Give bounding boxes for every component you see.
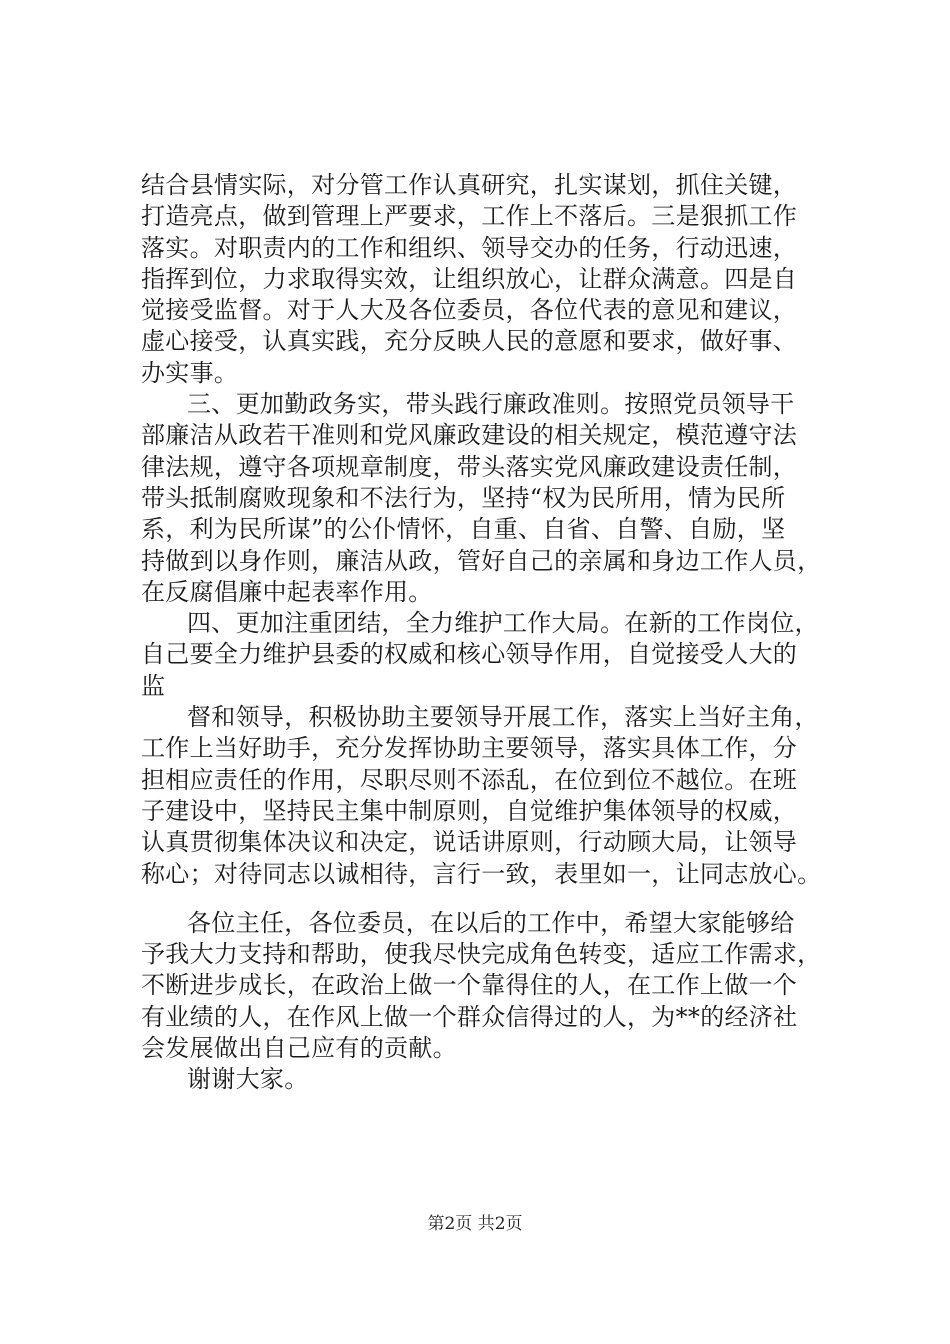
text-line: 予我大力支持和帮助，使我尽快完成角色转变，适应工作需求， xyxy=(141,940,822,969)
text-line: 结合县情实际，对分管工作认真研究，扎实谋划，抓住关键， xyxy=(141,171,798,199)
text-line: 不断进步成长，在政治上做一个靠得住的人，在工作上做一个 xyxy=(141,971,798,1000)
text-line: 打造亮点，做到管理上严要求，工作上不落后。三是狠抓工作 xyxy=(141,202,798,231)
text-line: 指挥到位，力求取得实效，让组织放心，让群众满意。四是自 xyxy=(141,264,798,293)
text-line: 部廉洁从政若干准则和党风廉政建设的相关规定，模范遵守法 xyxy=(141,421,798,450)
paragraph-gap xyxy=(141,890,861,908)
text-line: 持做到以身作则，廉洁从政，管好自己的亲属和身边工作人员， xyxy=(141,546,822,575)
text-line: 会发展做出自己应有的贡献。 xyxy=(141,1034,457,1063)
text-line: 带头抵制腐败现象和不法行为，坚持“权为民所用，情为民所 xyxy=(141,483,786,512)
text-line: 四、更加注重团结，全力维护工作大局。在新的工作岗位， xyxy=(187,609,819,638)
text-line: 自己要全力维护县委的权威和核心领导作用，自觉接受人大的 xyxy=(141,640,798,669)
text-line: 律法规，遵守各项规章制度，带头落实党风廉政建设责任制， xyxy=(141,452,798,481)
text-line: 工作上当好助手，充分发挥协助主要领导，落实具体工作，分 xyxy=(141,734,798,763)
body-text xyxy=(141,170,861,1096)
text-line: 各位主任，各位委员，在以后的工作中，希望大家能够给 xyxy=(187,908,795,937)
text-line: 谢谢大家。 xyxy=(187,1065,309,1094)
text-line: 子建设中，坚持民主集中制原则，自觉维护集体领导的权威， xyxy=(141,796,798,825)
text-line: 系，利为民所谋”的公仆情怀，自重、自省、自警、自励，坚 xyxy=(141,515,786,544)
text-line: 认真贯彻集体决议和决定，说话讲原则，行动顾大局，让领导 xyxy=(141,828,798,857)
text-line: 担相应责任的作用，尽职尽则不添乱，在位到位不越位。在班 xyxy=(141,765,798,794)
text-line: 监 xyxy=(141,671,166,700)
text-line: 三、更加勤政务实，带头践行廉政准则。按照党员领导干 xyxy=(187,390,795,419)
text-line: 觉接受监督。对于人大及各位委员，各位代表的意见和建议， xyxy=(141,296,798,325)
text-line: 称心；对待同志以诚相待，言行一致，表里如一，让同志放心。 xyxy=(141,859,822,888)
text-line: 办实事。 xyxy=(141,358,239,387)
text-line: 虚心接受，认真实践，充分反映人民的意愿和要求，做好事、 xyxy=(141,327,798,356)
text-line: 有业绩的人，在作风上做一个群众信得过的人，为**的经济社 xyxy=(141,1002,798,1031)
text-line: 落实。对职责内的工作和组织、领导交办的任务，行动迅速， xyxy=(141,233,798,262)
text-line: 督和领导，积极协助主要领导开展工作，落实上当好主角， xyxy=(187,703,819,732)
page-footer: 第2页 共2页 xyxy=(427,1214,523,1234)
text-line: 在反腐倡廉中起表率作用。 xyxy=(141,577,433,606)
